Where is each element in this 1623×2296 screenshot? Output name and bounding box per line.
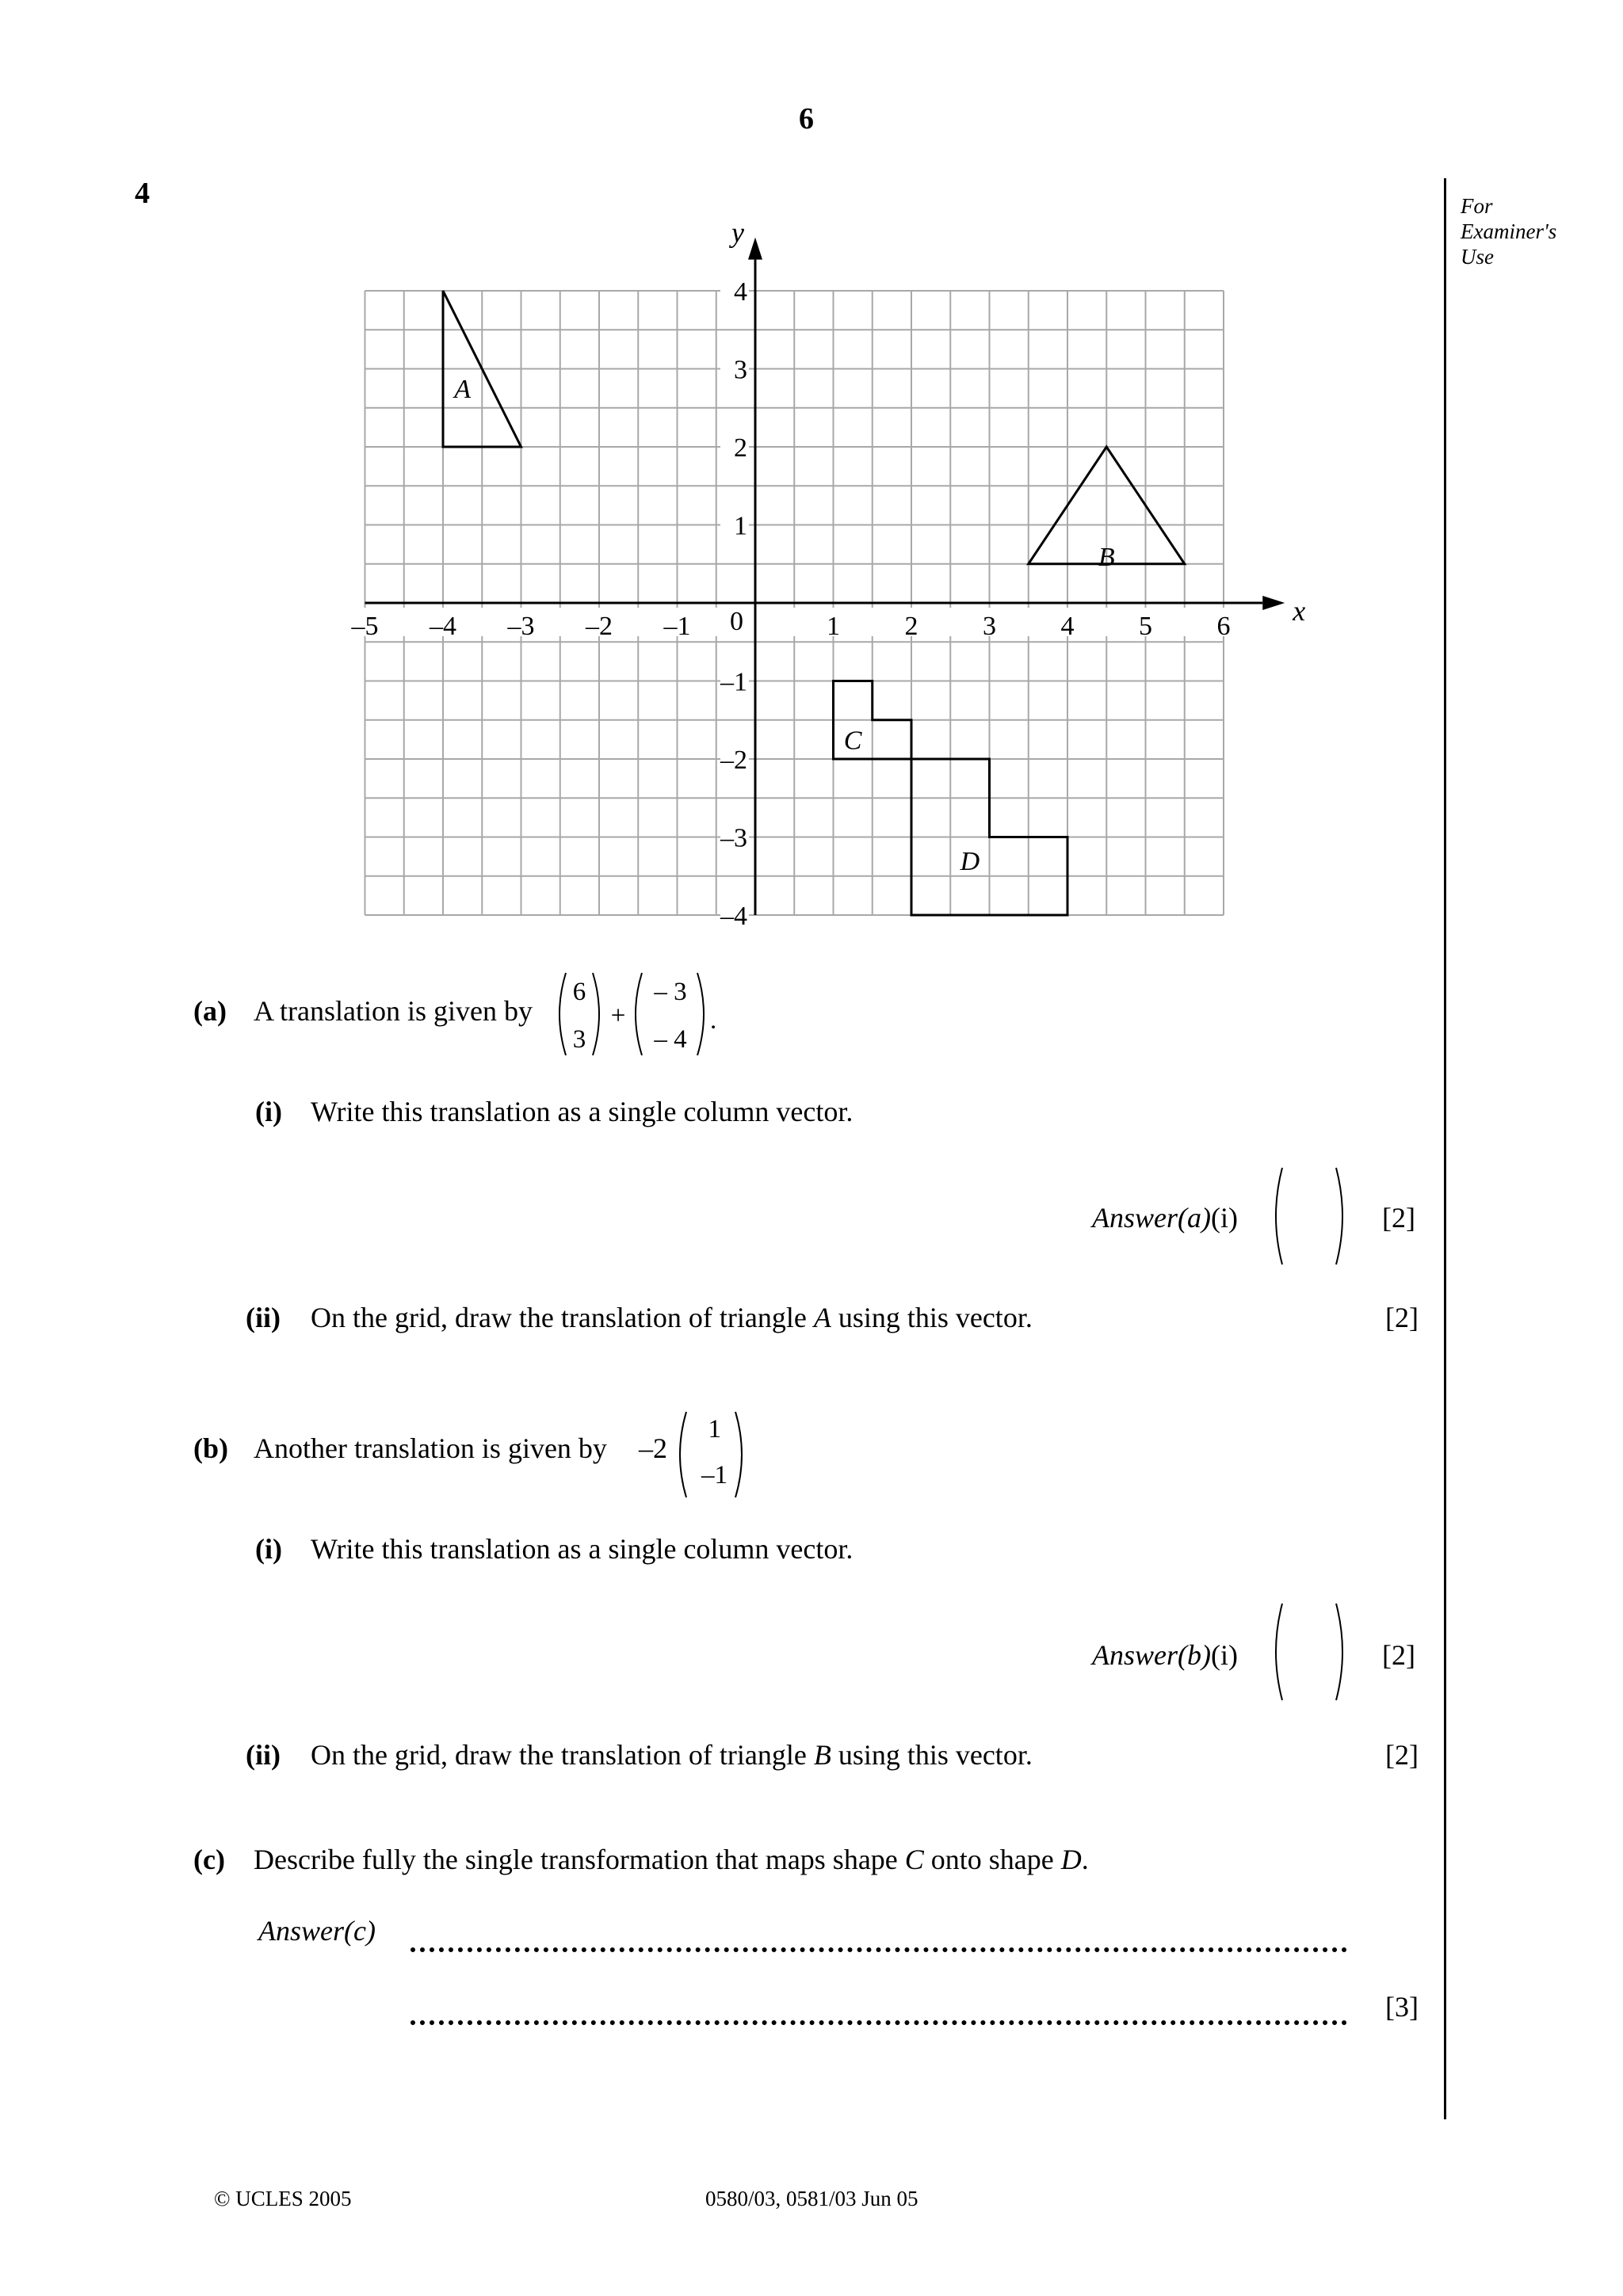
examiner-note-line-3: Use — [1461, 245, 1494, 269]
y-tick-label: –3 — [720, 823, 747, 853]
footer-paper-code: 0580/03, 0581/03 Jun 05 — [705, 2187, 918, 2210]
y-tick-label: –1 — [720, 667, 747, 697]
y-tick-label: 2 — [734, 433, 747, 463]
part-b-answer-label — [1092, 1638, 1238, 1672]
x-tick-label: 1 — [827, 612, 840, 641]
part-b-scalar: –2 — [639, 1432, 667, 1464]
part-b-label: (b) — [193, 1432, 228, 1464]
y-tick-label: –2 — [720, 746, 747, 775]
examiner-note-line-1: For — [1461, 194, 1493, 218]
part-b-i-text: Write this translation as a single column vector. — [311, 1533, 854, 1565]
x-tick-label: 4 — [1060, 612, 1075, 641]
y-axis-label: y — [731, 216, 744, 249]
part-c-answer-label: Answer(c) — [258, 1915, 376, 1947]
part-b-i-label: (i) — [255, 1533, 282, 1565]
part-a-answer-label — [1092, 1201, 1238, 1234]
x-tick-label: –4 — [430, 612, 456, 641]
part-a-vector1-bottom: 3 — [572, 1025, 586, 1054]
part-a-period: . — [710, 1006, 717, 1035]
question-number: 4 — [135, 177, 150, 210]
part-a-i-text: Write this translation as a single column vector. — [311, 1096, 854, 1127]
origin-label: 0 — [730, 607, 743, 636]
footer-copyright: © UCLES 2005 — [214, 2187, 352, 2210]
part-a-i-label: (i) — [255, 1096, 282, 1127]
part-a-vector2-bottom: – 4 — [654, 1025, 687, 1054]
part-a-text: A translation is given by — [254, 995, 533, 1027]
part-b-vector-top: 1 — [708, 1415, 721, 1444]
answer-a-i-vector-brackets[interactable] — [1266, 1165, 1346, 1268]
part-a-vector2-top: – 3 — [654, 978, 687, 1006]
part-b-ii-label: (ii) — [246, 1739, 281, 1771]
x-tick-label: 6 — [1216, 612, 1231, 641]
part-b-vector-bottom: –1 — [701, 1461, 727, 1489]
part-b-ii-text: On the grid, draw the translation of triangle B using this vector. — [311, 1739, 1033, 1771]
part-c-marks: [3] — [1385, 1991, 1419, 2023]
part-b-ii-marks: [2] — [1385, 1739, 1419, 1771]
part-a-i-marks: [2] — [1382, 1202, 1415, 1234]
answer-a-italic: Answer(a) — [1092, 1202, 1211, 1234]
x-tick-label: –1 — [663, 612, 691, 641]
page-number: 6 — [799, 102, 814, 135]
part-b-i-marks: [2] — [1382, 1639, 1415, 1671]
x-tick-label: 5 — [1139, 612, 1152, 641]
x-axis-arrow — [1262, 596, 1285, 610]
x-label-band — [342, 608, 1248, 636]
part-a-vectors — [552, 967, 726, 1062]
coordinate-grid — [0, 0, 1623, 982]
y-tick-label: 3 — [734, 355, 747, 385]
part-a-ii-text: On the grid, draw the translation of triangle A using this vector. — [311, 1302, 1033, 1333]
answer-b-i-vector-brackets[interactable] — [1266, 1600, 1346, 1703]
answer-c-line-2[interactable] — [411, 2020, 1347, 2025]
x-tick-label: –2 — [586, 612, 613, 641]
part-a-ii-marks: [2] — [1385, 1302, 1419, 1333]
shape-label-b: B — [1098, 542, 1115, 572]
shape-label-a: A — [454, 375, 472, 405]
x-tick-label: 3 — [983, 612, 996, 641]
y-axis-arrow — [748, 238, 762, 260]
x-axis-label: x — [1293, 595, 1306, 627]
y-tick-label: –4 — [720, 902, 747, 931]
shape-label-c: C — [843, 726, 862, 756]
part-b-text: Another translation is given by — [254, 1432, 607, 1464]
part-a-plus: + — [610, 1001, 626, 1030]
y-tick-label: 4 — [734, 277, 747, 307]
y-tick-label: 1 — [734, 511, 747, 541]
answer-b-suffix: (i) — [1210, 1639, 1238, 1671]
x-tick-label: –5 — [351, 612, 379, 641]
part-b-vector — [672, 1407, 751, 1502]
part-a-vector1-top: 6 — [572, 978, 586, 1006]
answer-b-italic: Answer(b) — [1092, 1639, 1211, 1671]
shape-label-d: D — [960, 847, 980, 877]
part-a-ii-label: (ii) — [246, 1302, 281, 1333]
part-c-label: (c) — [193, 1844, 225, 1875]
answer-c-line-1[interactable] — [411, 1947, 1347, 1952]
x-tick-label: 2 — [904, 612, 918, 641]
examiner-note-line-2: Examiner's — [1461, 219, 1557, 243]
answer-a-suffix: (i) — [1210, 1202, 1238, 1234]
x-tick-label: –3 — [507, 612, 535, 641]
part-a-label: (a) — [193, 995, 227, 1027]
part-c-text: Describe fully the single transformation that maps shape C onto shape D. — [254, 1844, 1089, 1875]
